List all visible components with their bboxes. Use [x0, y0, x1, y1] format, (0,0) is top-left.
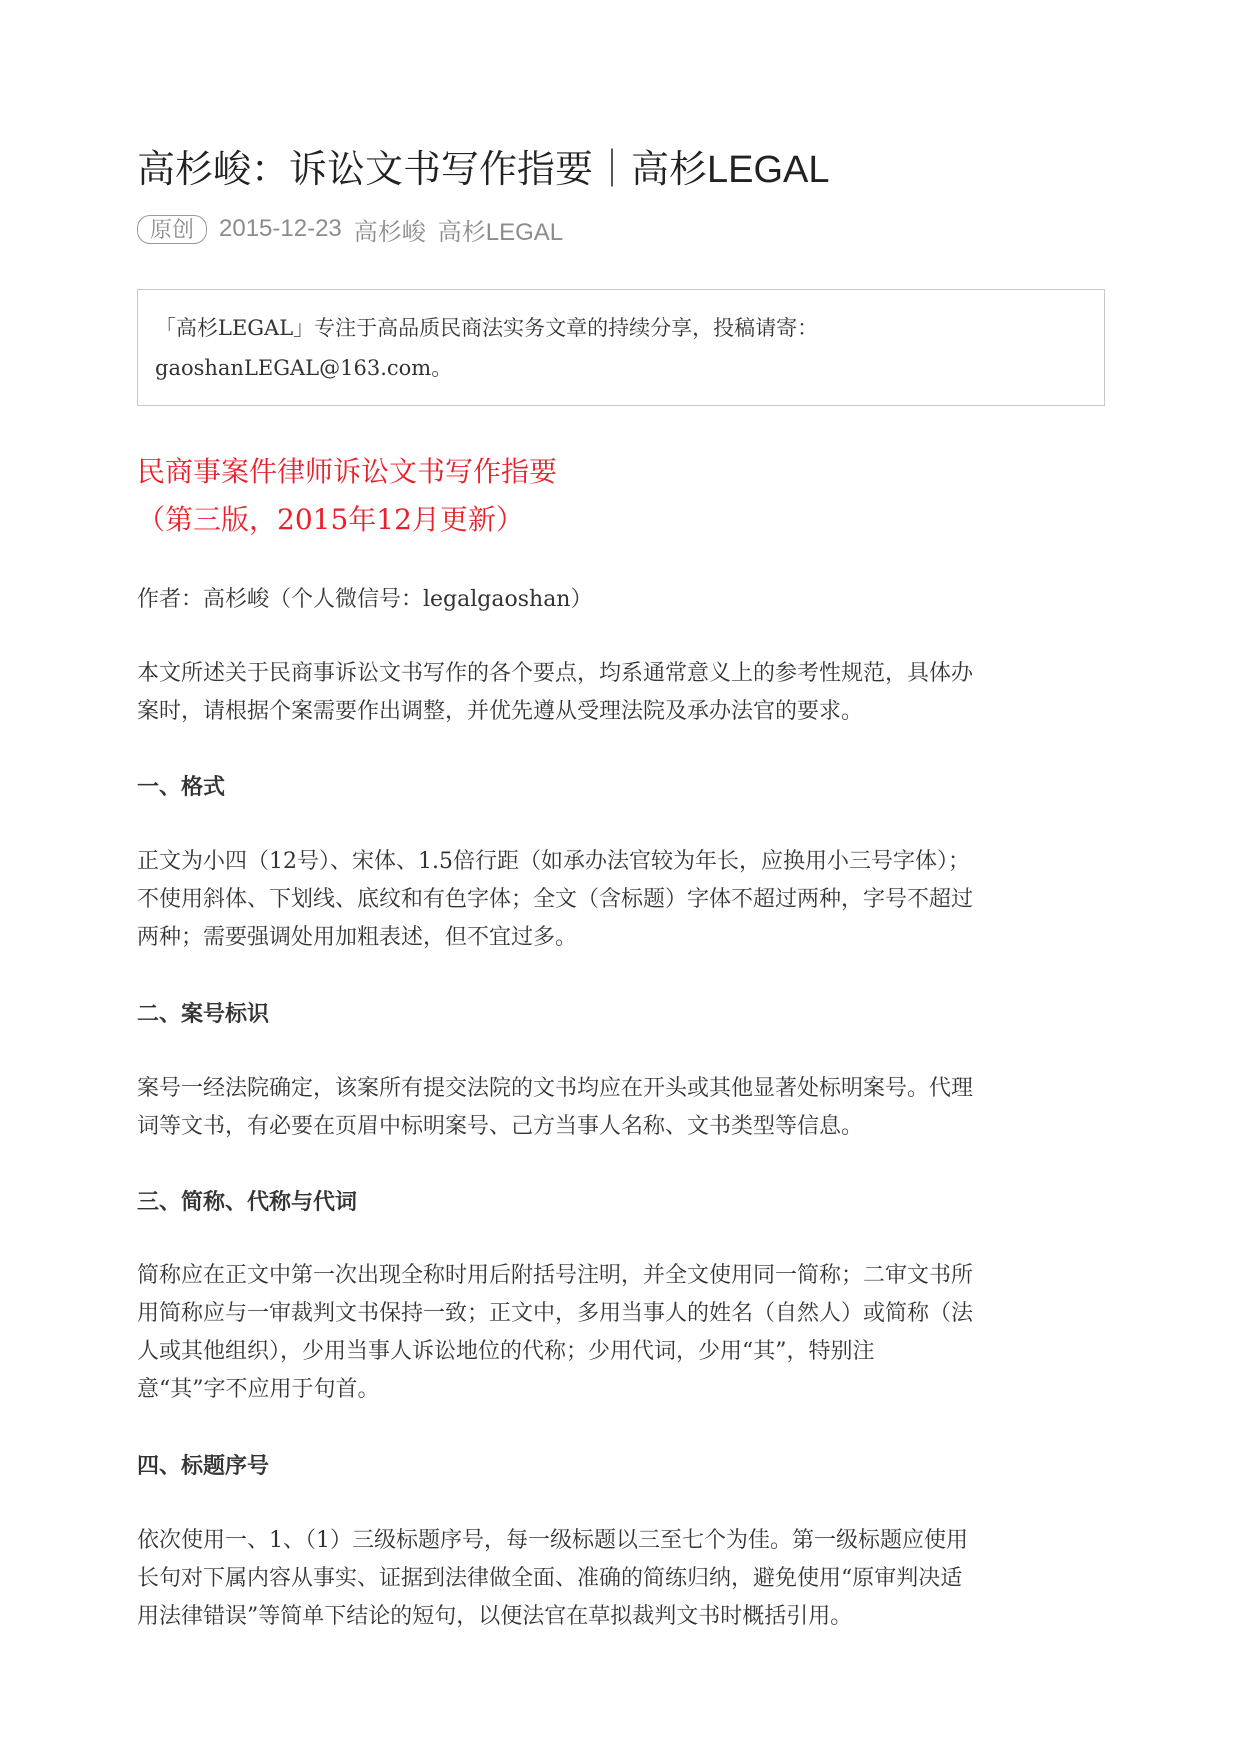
section-heading-format: 一、格式 [137, 774, 226, 800]
paragraph-line: 正文为小四（12号）、宋体、1.5倍行距（如承办法官较为年长，应换用小三号字体）； [137, 849, 970, 874]
paragraph-line: 词等文书，有必要在页眉中标明案号、己方当事人名称、文书类型等信息。 [137, 1114, 864, 1139]
paragraph-line: 案号一经法院确定，该案所有提交法院的文书均应在开头或其他显著处标明案号。代理 [137, 1076, 974, 1101]
headline-edition: （第三版，2015年12月更新） [137, 503, 524, 536]
notice-text: 「高杉LEGAL」专注于高品质民商法实务文章的持续分享，投稿请寄： [155, 316, 819, 340]
section-heading-case-number: 二、案号标识 [137, 1001, 270, 1027]
author-line: 作者：高杉峻（个人微信号：legalgaoshan） [137, 587, 593, 612]
article-headline [137, 448, 557, 544]
notice-email: gaoshanLEGAL@163.com。 [155, 356, 453, 380]
section-heading-abbreviations: 三、简称、代称与代词 [137, 1189, 358, 1215]
original-badge: 原创 [137, 215, 207, 244]
paragraph-line: 不使用斜体、下划线、底纹和有色字体；全文（含标题）字体不超过两种，字号不超过 [137, 887, 974, 912]
paragraph-line: 两种；需要强调处用加粗表述，但不宜过多。 [137, 925, 578, 950]
paragraph-line: 人或其他组织），少用当事人诉讼地位的代称；少用代词，少用“其”，特别注 [137, 1339, 875, 1364]
article-title: 高杉峻：诉讼文书写作指要｜高杉LEGAL [137, 149, 830, 191]
paragraph-line: 案时，请根据个案需要作出调整，并优先遵从受理法院及承办法官的要求。 [137, 699, 864, 724]
paragraph-line: 用简称应与一审裁判文书保持一致；正文中，多用当事人的姓名（自然人）或简称（法 [137, 1301, 974, 1326]
section-paragraph-numbering [137, 1522, 1092, 1636]
publish-date: 2015-12-23 [219, 215, 342, 242]
section-paragraph-case-number [137, 1070, 1092, 1146]
article-meta [137, 214, 575, 244]
paragraph-line: 本文所述关于民商事诉讼文书写作的各个要点，均系通常意义上的参考性规范，具体办 [137, 661, 974, 686]
section-paragraph-abbreviations [137, 1257, 1092, 1409]
headline-title: 民商事案件律师诉讼文书写作指要 [137, 455, 558, 488]
author-name: 高杉峻 [353, 218, 426, 246]
section-heading-numbering: 四、标题序号 [137, 1453, 270, 1479]
intro-paragraph [137, 655, 1092, 731]
paragraph-line: 长句对下属内容从事实、证据到法律做全面、准确的简练归纳，避免使用“原审判决适 [137, 1566, 963, 1591]
paragraph-line: 意“其”字不应用于句首。 [137, 1377, 380, 1402]
section-paragraph-format [137, 843, 1092, 957]
notice-box [137, 289, 1105, 406]
paragraph-line: 依次使用一、1、（1）三级标题序号，每一级标题以三至七个为佳。第一级标题应使用 [137, 1528, 968, 1553]
paragraph-line: 简称应在正文中第一次出现全称时用后附括号注明，并全文使用同一简称；二审文书所 [137, 1263, 974, 1288]
paragraph-line: 用法律错误”等简单下结论的短句，以便法官在草拟裁判文书时概括引用。 [137, 1604, 853, 1629]
account-name-link[interactable]: 高杉LEGAL [437, 218, 564, 246]
